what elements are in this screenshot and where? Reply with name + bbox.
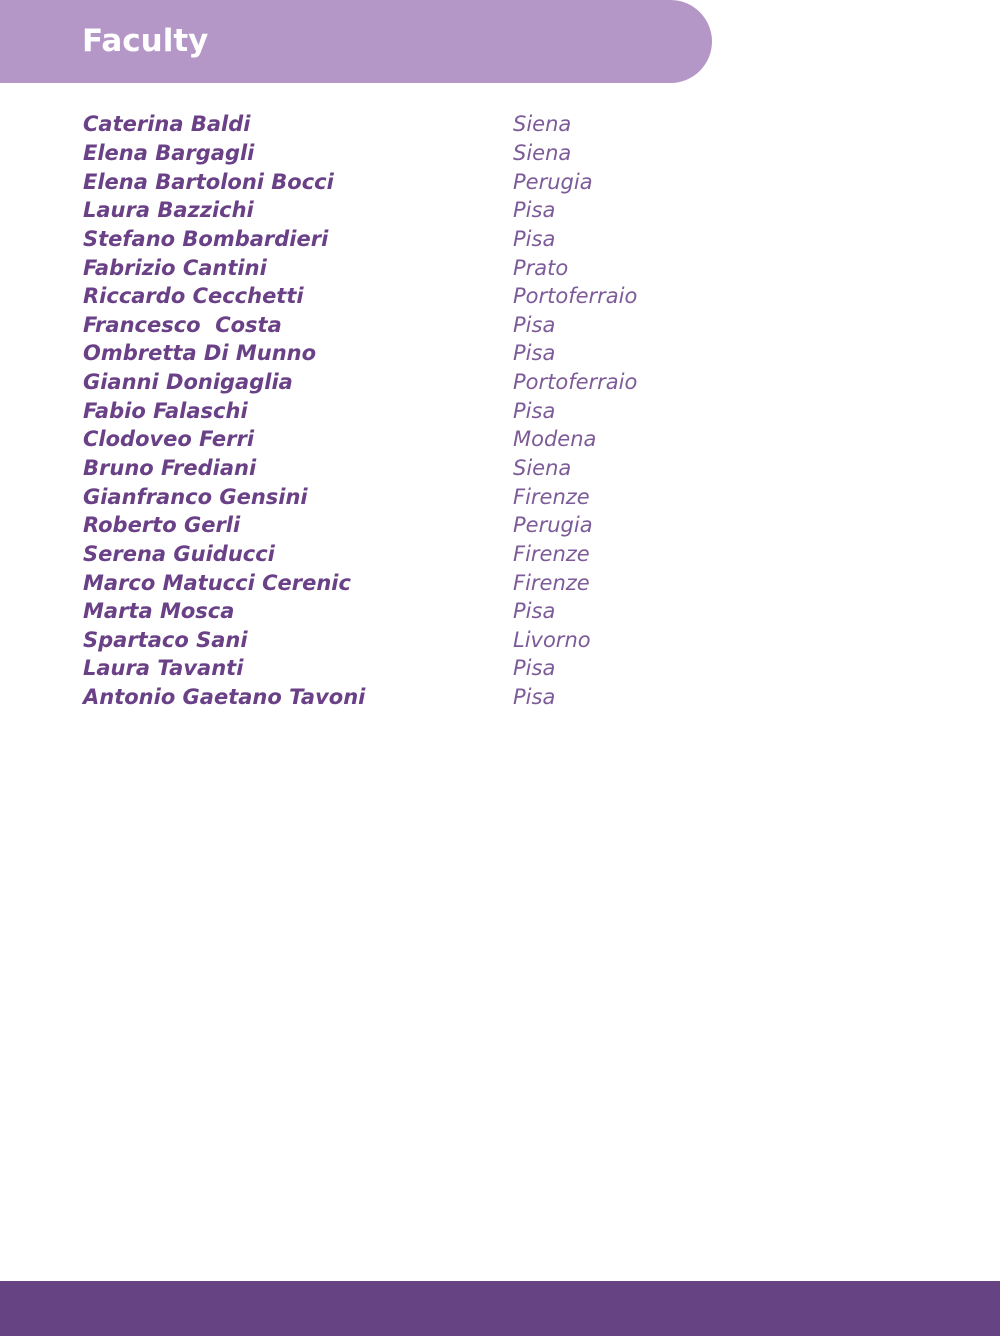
faculty-city: Pisa — [513, 685, 556, 710]
faculty-city: Livorno — [513, 627, 591, 652]
faculty-name: Gianfranco Gensini — [83, 484, 308, 509]
faculty-row — [83, 626, 783, 655]
faculty-row — [83, 310, 783, 339]
faculty-city: Pisa — [513, 656, 556, 681]
faculty-name: Ombretta Di Munno — [83, 341, 317, 366]
faculty-city: Siena — [513, 456, 572, 480]
faculty-city: Pisa — [513, 226, 556, 251]
faculty-city: Modena — [513, 427, 597, 452]
faculty-city: Pisa — [513, 198, 556, 223]
header-band — [0, 0, 712, 83]
faculty-name: Laura Tavanti — [83, 656, 244, 681]
faculty-name: Stefano Bombardieri — [83, 226, 329, 251]
faculty-row — [83, 253, 783, 282]
faculty-row — [83, 225, 783, 254]
faculty-name: Spartaco Sani — [83, 627, 248, 652]
faculty-row — [83, 597, 783, 626]
faculty-city: Pisa — [513, 341, 556, 366]
faculty-city: Siena — [513, 112, 572, 137]
faculty-name: Marta Mosca — [83, 599, 235, 624]
faculty-row — [83, 540, 783, 569]
faculty-row — [83, 482, 783, 511]
footer-band — [0, 1281, 1000, 1336]
faculty-row — [83, 110, 783, 139]
faculty-name: Gianni Donigaglia — [83, 370, 293, 395]
faculty-row — [83, 454, 783, 483]
faculty-list — [83, 110, 783, 711]
faculty-row — [83, 196, 783, 225]
faculty-name: Antonio Gaetano Tavoni — [83, 685, 366, 710]
faculty-row — [83, 568, 783, 597]
faculty-name: Riccardo Cecchetti — [83, 284, 304, 309]
faculty-row — [83, 139, 783, 168]
page-title: Faculty — [82, 23, 209, 59]
faculty-row — [83, 654, 783, 683]
faculty-row — [83, 339, 783, 368]
faculty-city: Pisa — [513, 599, 556, 624]
faculty-row — [83, 396, 783, 425]
faculty-city: Prato — [513, 255, 569, 280]
faculty-row — [83, 167, 783, 196]
faculty-name: Roberto Gerli — [83, 513, 241, 538]
faculty-city: Perugia — [513, 513, 593, 538]
faculty-name: Clodoveo Ferri — [83, 427, 255, 452]
faculty-name: Francesco Costa — [83, 312, 282, 337]
faculty-name: Laura Bazzichi — [83, 198, 254, 223]
faculty-city: Portoferraio — [513, 284, 638, 309]
faculty-name: Marco Matucci Cerenic — [83, 570, 351, 595]
faculty-city: Firenze — [513, 570, 590, 595]
faculty-city: Firenze — [513, 541, 590, 566]
faculty-city: Pisa — [513, 312, 556, 337]
faculty-city: Perugia — [513, 169, 593, 194]
faculty-city: Siena — [513, 140, 572, 165]
faculty-name: Caterina Baldi — [83, 112, 251, 137]
faculty-city: Firenze — [513, 484, 590, 509]
faculty-name: Fabio Falaschi — [83, 398, 248, 423]
faculty-row — [83, 425, 783, 454]
faculty-name: Elena Bargagli — [83, 140, 255, 165]
faculty-row — [83, 368, 783, 397]
faculty-row — [83, 282, 783, 311]
faculty-row — [83, 511, 783, 540]
faculty-row — [83, 683, 783, 712]
faculty-city: Portoferraio — [513, 370, 638, 395]
faculty-name: Bruno Frediani — [83, 456, 257, 480]
faculty-name: Elena Bartoloni Bocci — [83, 169, 334, 194]
faculty-name: Fabrizio Cantini — [83, 255, 267, 280]
faculty-name: Serena Guiducci — [83, 541, 275, 566]
faculty-city: Pisa — [513, 398, 556, 423]
